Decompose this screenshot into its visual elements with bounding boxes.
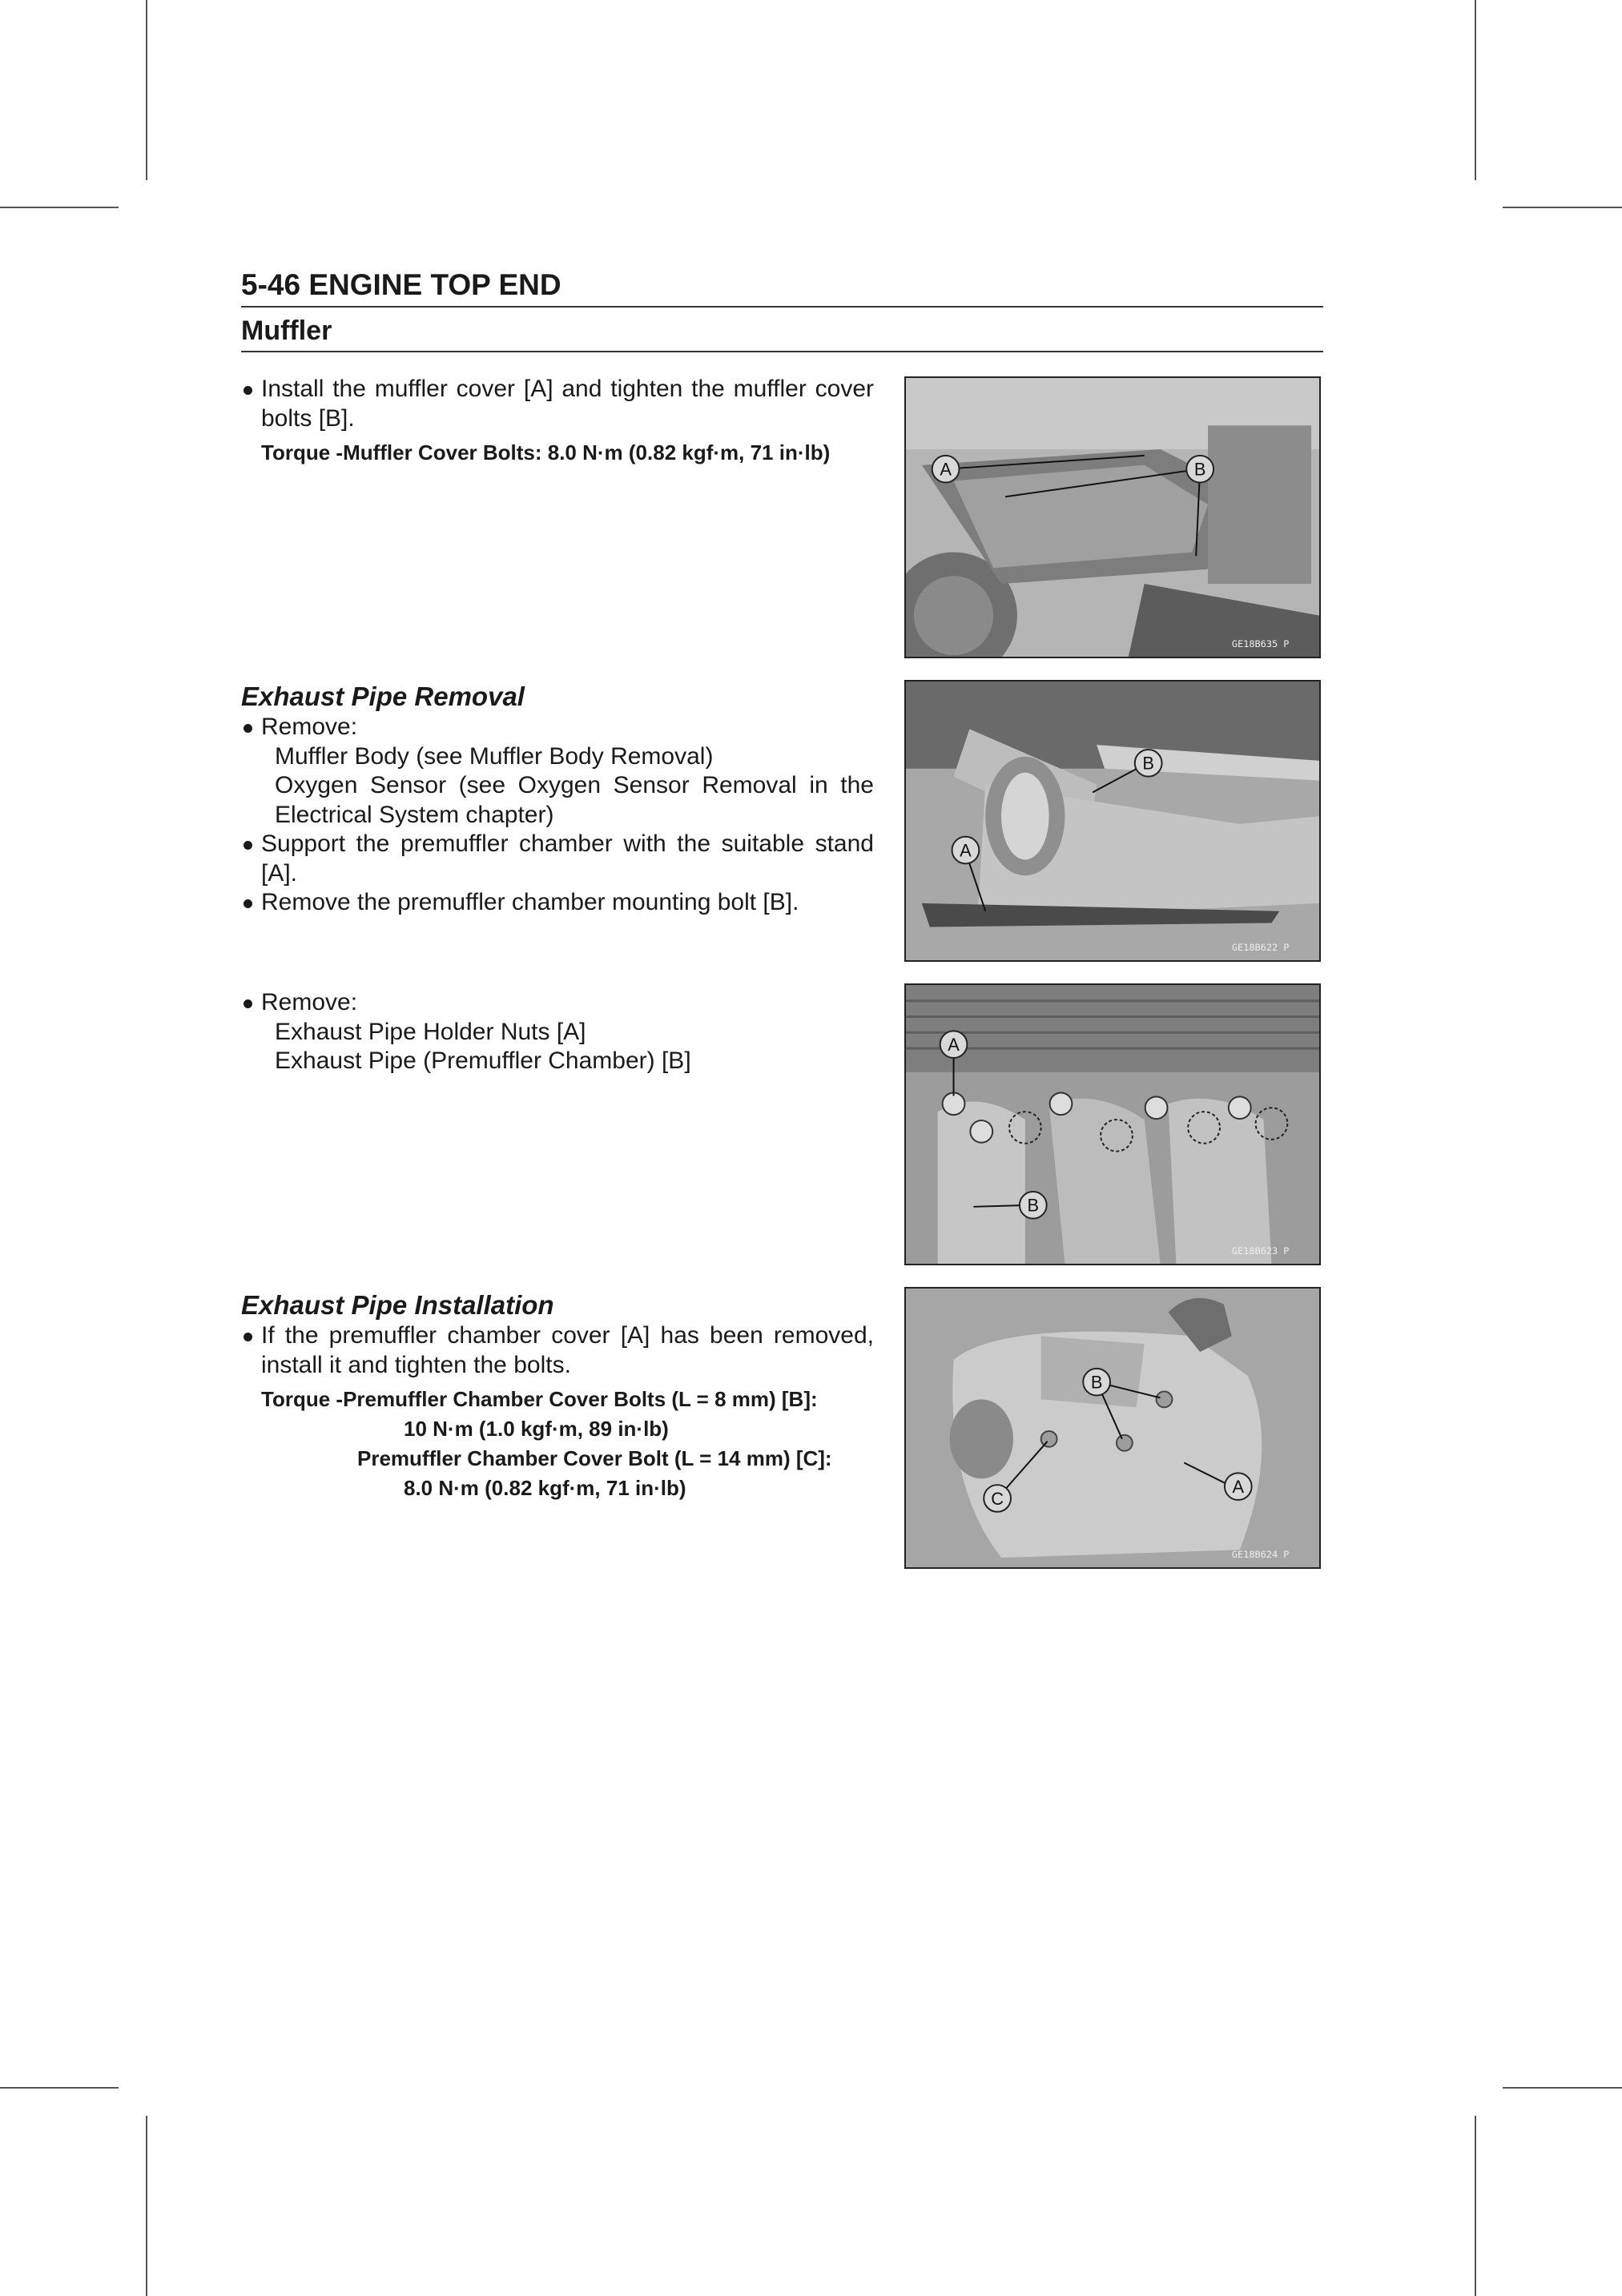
header-rule [241, 306, 1323, 308]
photo-code: GE18B624 P [1231, 1549, 1290, 1561]
svg-text:C: C [991, 1488, 1004, 1509]
svg-text:A: A [940, 459, 952, 480]
svg-text:B: B [1142, 753, 1154, 774]
remove-item: Oxygen Sensor (see Oxygen Sensor Removal in the Electrical System chapter) [275, 772, 874, 828]
premuffler-cover-photo [904, 1287, 1321, 1569]
crop-mark [0, 207, 119, 208]
muffler-cover-torque [241, 438, 874, 468]
crop-mark [1503, 2087, 1622, 2089]
callout-b [1186, 456, 1213, 483]
crop-mark [1475, 0, 1476, 180]
support-step: Support the premuffler chamber with the suitable stand [A]. [241, 830, 874, 888]
torque-label: Torque - [261, 440, 344, 464]
callout-a [940, 1031, 968, 1058]
svg-text:A: A [960, 840, 972, 861]
remove-step: Remove: [241, 988, 874, 1018]
remove-item: Muffler Body (see Muffler Body Removal) [275, 742, 714, 770]
photo-code: GE18B622 P [1231, 942, 1290, 954]
callout-b [1020, 1192, 1047, 1219]
remove-item: Exhaust Pipe (Premuffler Chamber) [B] [275, 1047, 691, 1074]
torque-value: Muffler Cover Bolts: 8.0 N·m (0.82 kgf·m, 71 in·lb) [343, 440, 831, 464]
remove-step: Remove: [241, 713, 874, 742]
page-header [241, 264, 1323, 352]
section-rule [241, 351, 1323, 352]
photo-code: GE18B635 P [1231, 638, 1290, 650]
crop-mark [1475, 2116, 1476, 2296]
muffler-cover-step: Install the muffler cover [A] and tighten the muffler cover bolts [B]. [241, 375, 874, 433]
bolt-step: Remove the premuffler chamber mounting bolt [B]. [241, 888, 874, 918]
muffler-cover-photo [904, 376, 1321, 658]
svg-text:A: A [948, 1035, 960, 1056]
install-step: If the premuffler chamber cover [A] has been removed, install it and tighten the bolts. [241, 1321, 874, 1380]
svg-text:B: B [1090, 1372, 1103, 1393]
svg-text:B: B [1193, 459, 1206, 480]
callout-b [1083, 1369, 1110, 1396]
exhaust-removal-block-2 [241, 988, 874, 1076]
callout-a [1225, 1473, 1252, 1500]
crop-mark [1503, 207, 1622, 208]
remove-item: Exhaust Pipe Holder Nuts [A] [275, 1018, 586, 1045]
torque-label: Torque - [261, 1387, 344, 1411]
torque-value: 10 N·m (1.0 kgf·m, 89 in·lb) [404, 1417, 669, 1441]
premuffler-stand-photo [904, 680, 1321, 962]
callout-a [952, 837, 980, 864]
crop-mark [146, 0, 147, 180]
crop-mark [0, 2087, 119, 2089]
muffler-cover-block [241, 375, 874, 468]
torque-item: Premuffler Chamber Cover Bolt (L = 14 mm) [C]: [357, 1446, 832, 1470]
svg-text:A: A [1232, 1477, 1245, 1498]
torque-item: Premuffler Chamber Cover Bolts (L = 8 mm) [B]: [343, 1387, 818, 1411]
torque-value: 8.0 N·m (0.82 kgf·m, 71 in·lb) [404, 1476, 686, 1500]
exhaust-removal-heading: Exhaust Pipe Removal [241, 682, 525, 711]
page-title: 5-46 ENGINE TOP END [241, 268, 561, 301]
exhaust-removal-block [241, 681, 874, 918]
callout-a [932, 456, 960, 483]
exhaust-installation-block [241, 1289, 874, 1503]
exhaust-installation-heading: Exhaust Pipe Installation [241, 1290, 554, 1320]
crop-mark [146, 2116, 147, 2296]
callout-c [984, 1485, 1011, 1512]
callout-b [1135, 750, 1162, 777]
section-title: Muffler [241, 316, 332, 346]
holder-nuts-photo [904, 983, 1321, 1265]
installation-torque [241, 1385, 874, 1503]
svg-text:B: B [1027, 1195, 1040, 1216]
photo-code: GE18B623 P [1231, 1245, 1290, 1257]
